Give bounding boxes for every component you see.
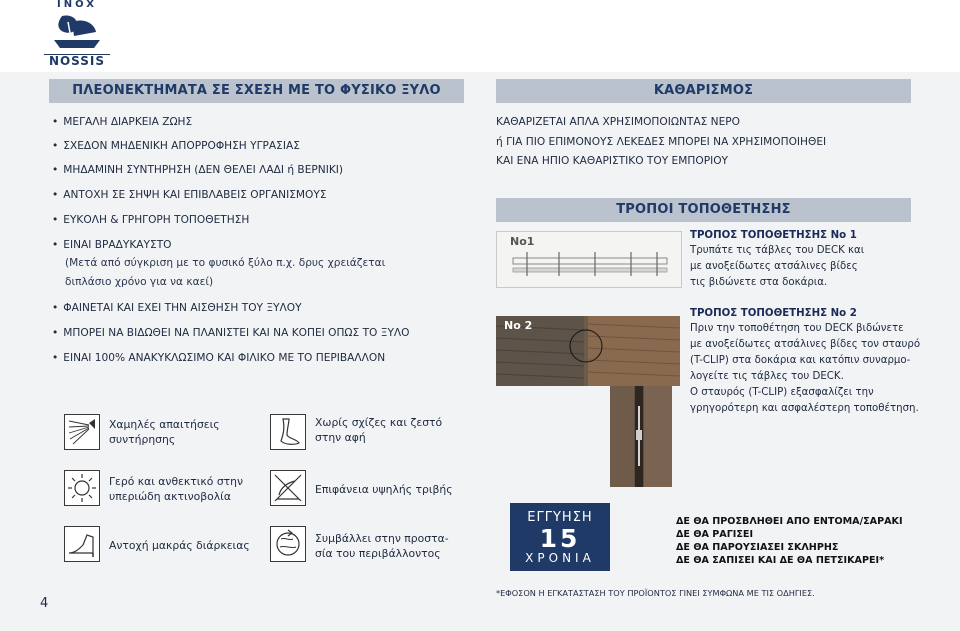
brand-top-text: INOX: [57, 0, 97, 10]
recycle-globe-icon: [270, 526, 306, 562]
method1-image: [496, 231, 682, 288]
feature-foot: [270, 414, 306, 450]
brand-name: NOSSIS: [44, 54, 110, 68]
feature-label: Χαμηλές απαιτήσεις συντήρησης: [109, 418, 220, 446]
brand-logo: [44, 0, 110, 66]
list-item: ΔΕ ΘΑ ΠΑΡΟΥΣΙΑΣΕΙ ΣΚΛΗΡΗΣ: [676, 542, 839, 553]
list-item: • ΕΙΝΑΙ ΒΡΑΔΥΚΑΥΣΤΟ: [52, 237, 410, 253]
fire-note-line: διπλάσιο χρόνο για να καεί): [65, 276, 214, 288]
feature-label: Επιφάνεια υψηλής τριβής: [315, 483, 453, 496]
spray-icon: [64, 414, 100, 450]
warranty-years: 15: [539, 524, 581, 553]
foot-icon: [270, 414, 306, 450]
top-band: [0, 0, 960, 72]
fire-note-line: (Μετά από σύγκριση με το φυσικό ξύλο π.χ. δρυς χρειάζεται: [65, 257, 386, 269]
warranty-label: ΕΓΓΥΗΣΗ: [527, 510, 593, 525]
list-item: • ΣΧΕΔΟΝ ΜΗΔΕΝΙΚΗ ΑΠΟΡΡΟΦΗΣΗ ΥΓΡΑΣΙΑΣ: [52, 138, 410, 154]
advantages-list: [52, 114, 410, 366]
list-item: ΔΕ ΘΑ ΡΑΓΙΣΕΙ: [676, 529, 754, 540]
feature-heel-shoe: [64, 526, 100, 562]
sun-icon: [64, 470, 100, 506]
t-clip-photo: [610, 386, 672, 487]
feature-spray: [64, 414, 100, 450]
warranty-unit: ΧΡΟΝΙΑ: [525, 551, 595, 565]
ship-emblem-icon: [44, 10, 110, 50]
deck-screws-drawing: [497, 232, 681, 287]
installation-header: ΤΡΟΠΟΙ ΤΟΠΟΘΕΤΗΣΗΣ: [496, 198, 911, 222]
feature-no-slip: [270, 470, 306, 506]
advantages-header: ΠΛΕΟΝΕΚΤΗΜΑΤΑ ΣΕ ΣΧΕΣΗ ΜΕ ΤΟ ΦΥΣΙΚΟ ΞΥΛΟ: [49, 79, 464, 103]
warranty-badge: [510, 503, 610, 571]
list-item: • ΑΝΤΟΧΗ ΣΕ ΣΗΨΗ ΚΑΙ ΕΠΙΒΛΑΒΕΙΣ ΟΡΓΑΝΙΣΜΟΥΣ: [52, 187, 410, 203]
feature-label: Συμβάλλει στην προστα- σία του περιβάλλοντος: [315, 532, 449, 560]
feature-recycle-globe: [270, 526, 306, 562]
list-item: • ΜΠΟΡΕΙ ΝΑ ΒΙΔΩΘΕΙ ΝΑ ΠΛΑΝΙΣΤΕΙ ΚΑΙ ΝΑ ΚΟΠΕΙ ΟΠΩΣ ΤΟ ΞΥΛΟ: [52, 325, 410, 341]
list-item: • ΜΕΓΑΛΗ ΔΙΑΡΚΕΙΑ ΖΩΗΣ: [52, 114, 410, 130]
feature-label: Γερό και ανθεκτικό στην υπεριώδη ακτινοβολία: [109, 475, 244, 503]
t-clip-closeup-image: [610, 386, 672, 487]
no-slip-icon: [270, 470, 306, 506]
heel-shoe-icon: [64, 526, 100, 562]
list-item: • ΕΙΝΑΙ 100% ΑΝΑΚΥΚΛΩΣΙΜΟ ΚΑΙ ΦΙΛΙΚΟ ΜΕ ΤΟ ΠΕΡΙΒΑΛΛΟΝ: [52, 350, 410, 366]
method1-image-label: No1: [510, 235, 535, 248]
feature-label: Χωρίς σχίζες και ζεστό στην αφή: [315, 416, 443, 444]
method1-description: ΤΡΟΠΟΣ ΤΟΠΟΘΕΤΗΣΗΣ Νο 1 Τρυπάτε τις τάβλες του DECK και με ανοξείδωτες ατσάλινες βίδες τις βιδώνετε στα δοκάρια.: [690, 230, 865, 288]
method2-image-label: No 2: [504, 319, 533, 332]
cleaning-header: ΚΑΘΑΡΙΣΜΟΣ: [496, 79, 911, 103]
cleaning-text: ΚΑΘΑΡΙΖΕΤΑΙ ΑΠΛΑ ΧΡΗΣΙΜΟΠΟΙΩΝΤΑΣ ΝΕΡΟ ή ΓΙΑ ΠΙΟ ΕΠΙΜΟΝΟΥΣ ΛΕΚΕΔΕΣ ΜΠΟΡΕΙ ΝΑ ΧΡΗΣΙΜΟΠΟΙΗΘΕΙ ΚΑΙ ΕΝΑ ΗΠΙΟ ΚΑΘΑΡΙΣΤΙΚΟ ΤΟΥ ΕΜΠΟΡΙΟΥ: [496, 116, 827, 167]
method2-description: ΤΡΟΠΟΣ ΤΟΠΟΘΕΤΗΣΗΣ Νο 2 Πριν την τοποθέτηση του DECK βιδώνετε με ανοξείδωτες ατσάλινες βίδες τον σταυρό (T-CLIP) στα δοκάρια και κατόπιν συναρμο- λογείτε τις τάβλες του DECK. Ο σταυρός (T-CLIP) εξασφαλίζει την γρηγορότερη και ασφαλέστερη τοποθέτηση.: [690, 308, 921, 414]
list-item: ΔΕ ΘΑ ΠΡΟΣΒΛΗΘΕΙ ΑΠΟ ΕΝΤΟΜΑ/ΣΑΡΑΚΙ: [676, 516, 903, 527]
warranty-guarantees: [676, 515, 903, 567]
list-item: ΔΕ ΘΑ ΣΑΠΙΣΕΙ ΚΑΙ ΔΕ ΘΑ ΠΕΤΣΙΚΑΡΕΙ*: [676, 555, 885, 566]
page-number: 4: [40, 596, 49, 611]
method2-image: [496, 316, 680, 386]
feature-label: Αντοχή μακράς διάρκειας: [109, 539, 250, 552]
list-item: • ΦΑΙΝΕΤΑΙ ΚΑΙ ΕΧΕΙ ΤΗΝ ΑΙΣΘΗΣΗ ΤΟΥ ΞΥΛΟΥ: [52, 300, 410, 316]
warranty-footnote: *ΕΦΟΣΟΝ Η ΕΓΚΑΤΑΣΤΑΣΗ ΤΟΥ ΠΡΟΪΟΝΤΟΣ ΓΙΝΕΙ ΣΥΜΦΩΝΑ ΜΕ ΤΙΣ ΟΔΗΓΙΕΣ.: [496, 588, 815, 598]
list-item: • ΕΥΚΟΛΗ & ΓΡΗΓΟΡΗ ΤΟΠΟΘΕΤΗΣΗ: [52, 212, 410, 228]
feature-sun: [64, 470, 100, 506]
list-item: • ΜΗΔΑΜΙΝΗ ΣΥΝΤΗΡΗΣΗ (ΔΕΝ ΘΕΛΕΙ ΛΑΔΙ ή ΒΕΡΝΙΚΙ): [52, 162, 410, 178]
